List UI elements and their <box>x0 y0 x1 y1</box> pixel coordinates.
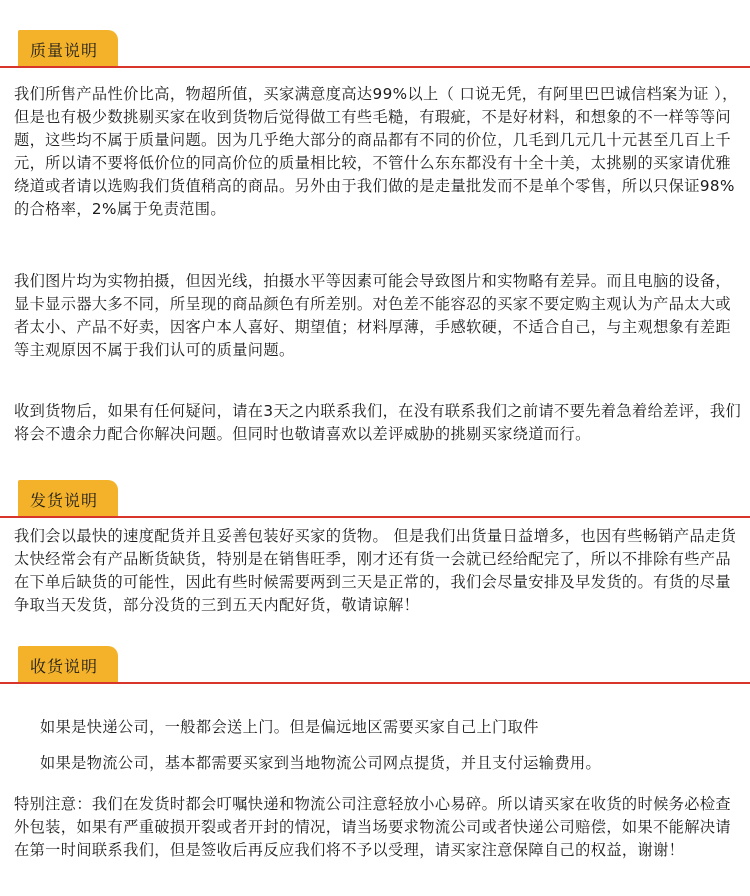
section-tab-receiving <box>18 646 118 682</box>
section-title-receiving: 收货说明 <box>30 657 99 676</box>
quality-paragraph-2: 我们图片均为实物拍摄，但因光线，拍摄水平等因素可能会导致图片和实物略有差异。而且电脑的设备，显卡显示器大多不同，所呈现的商品颜色有所差别。对色差不能容忍的买家不要定购主观认为产品太大或者太小、产品不好卖，因客户本人喜好、期望值；材料厚薄，手感软硬，不适合自己，与主观想象有差距等主观原因不属于我们认可的质量问题。 <box>14 272 732 359</box>
section-header-quality <box>0 28 750 68</box>
section-divider-quality <box>0 66 750 68</box>
receiving-paragraph-1: 如果是快递公司，一般都会送上门。但是偏远地区需要买家自己上门取件 <box>40 718 539 736</box>
section-header-shipping <box>0 478 750 518</box>
section-header-receiving <box>0 644 750 684</box>
section-divider-shipping <box>0 516 750 518</box>
shipping-paragraph-1: 我们会以最快的速度配货并且妥善包装好买家的货物。 但是我们出货量日益增多，也因有些畅销产品走货太快经常会有产品断货缺货，特别是在销售旺季，刚才还有货一会就已经给配完了，所以不排除有些产品在下单后缺货的可能性，因此有些时候需要两到三天是正常的，我们会尽量安排及早发货的。有货的尽量争取当天发货，部分没货的三到五天内配好货，敬请谅解！ <box>14 527 737 614</box>
receiving-paragraph-3: 特别注意：我们在发货时都会叮嘱快递和物流公司注意轻放小心易碎。所以请买家在收货的时候务必检查外包装，如果有严重破损开裂或者开封的情况，请当场要求物流公司或者快递公司赔偿，如果不能解决请在第一时间联系我们，但是签收后再反应我们将不予以受理，请买家注意保障自己的权益，谢谢！ <box>14 795 732 859</box>
section-title-quality: 质量说明 <box>30 41 99 60</box>
section-divider-receiving <box>0 682 750 684</box>
quality-paragraph-1: 我们所售产品性价比高，物超所值，买家满意度高达99%以上（ 口说无凭，有阿里巴巴诚信档案为证 ），但是也有极少数挑剔买家在收到货物后觉得做工有些毛糙，有瑕疵，不是好材料，和想象的不一样等等问题，这些均不属于质量问题。因为几乎绝大部分的商品都有不同的价位，几毛到几元几十元甚至几百上千元，所以请不要将低价位的同高价位的质量相比较，不管什么东东都没有十全十美，太挑剔的买家请优雅绕道或者请以选购我们货值稍高的商品。另外由于我们做的是走量批发而不是单个零售，所以只保证98%的合格率，2%属于免责范围。 <box>14 85 738 218</box>
quality-paragraph-3: 收到货物后，如果有任何疑问，请在3天之内联系我们，在没有联系我们之前请不要先着急着给差评，我们将会不遗余力配合你解决问题。但同时也敬请喜欢以差评威胁的挑剔买家绕道而行。 <box>14 402 742 443</box>
receiving-paragraph-2: 如果是物流公司，基本都需要买家到当地物流公司网点提货，并且支付运输费用。 <box>40 754 602 772</box>
section-title-shipping: 发货说明 <box>30 491 99 510</box>
section-tab-shipping <box>18 480 118 516</box>
section-tab-quality <box>18 30 118 66</box>
